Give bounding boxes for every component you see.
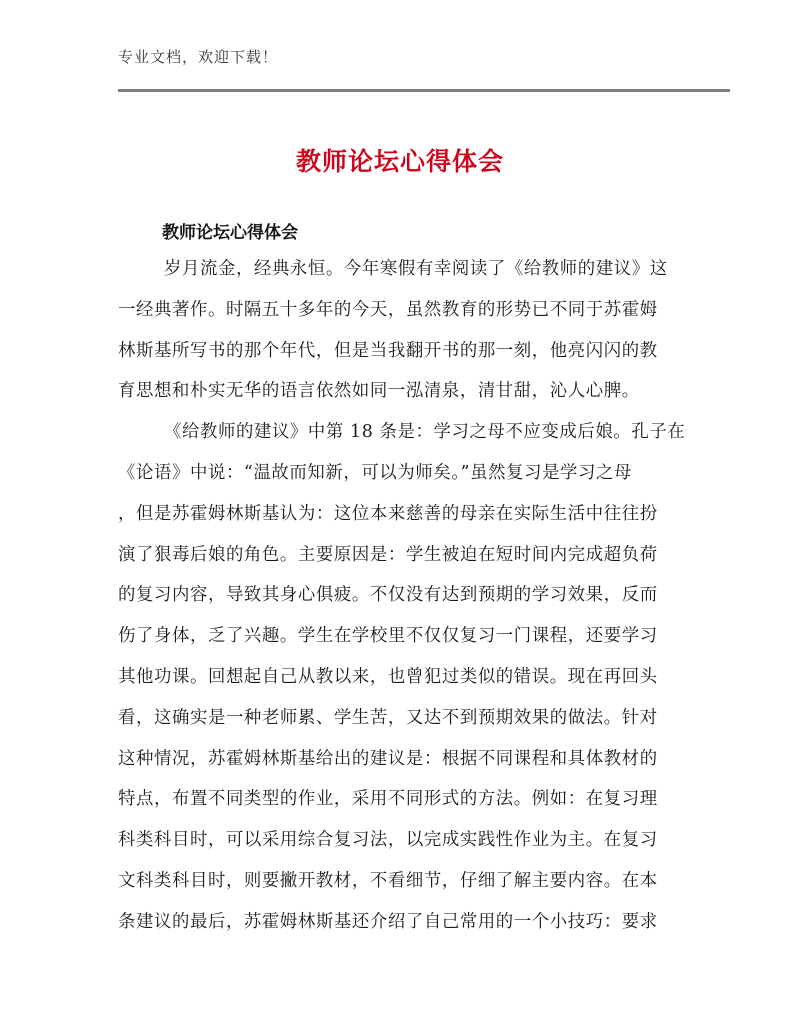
- paragraph-1-line: 林斯基所写书的那个年代，但是当我翻开书的那一刻，他亮闪闪的教: [118, 340, 658, 361]
- document-title: 教师论坛心得体会: [295, 147, 504, 176]
- paragraph-2-line: 《给教师的建议》中第 18 条是：学习之母不应变成后娘。孔子在: [164, 422, 686, 443]
- paragraph-1-line: 育思想和朴实无华的语言依然如同一泓清泉，清甘甜，沁人心脾。: [118, 381, 640, 402]
- paragraph-2-line: 看，这确实是一种老师累、学生苦，又达不到预期效果的做法。针对: [118, 707, 658, 728]
- paragraph-2-line: 条建议的最后，苏霍姆林斯基还介绍了自己常用的一个小技巧：要求: [118, 911, 658, 932]
- paragraph-1-line: 一经典著作。时隔五十多年的今天，虽然教育的形势已不同于苏霍姆: [118, 299, 658, 320]
- header-divider: [118, 89, 730, 92]
- paragraph-2-line: ，但是苏霍姆林斯基认为：这位本来慈善的母亲在实际生活中往往扮: [118, 503, 658, 524]
- header-note: 专业文档，欢迎下载！: [118, 48, 279, 66]
- paragraph-2-line: 的复习内容，导致其身心俱疲。不仅没有达到预期的学习效果，反而: [118, 585, 658, 606]
- paragraph-2-line: 这种情况，苏霍姆林斯基给出的建议是：根据不同课程和具体教材的: [118, 748, 658, 769]
- paragraph-2-line: 其他功课。回想起自己从教以来，也曾犯过类似的错误。现在再回头: [118, 666, 658, 687]
- document-body: [118, 249, 686, 943]
- paragraph-2-line: 文科类科目时，则要撇开教材，不看细节，仔细了解主要内容。在本: [118, 870, 658, 891]
- paragraph-2-line: 特点，布置不同类型的作业，采用不同形式的方法。例如：在复习理: [118, 789, 658, 810]
- paragraph-2-line: 科类科目时，可以采用综合复习法，以完成实践性作业为主。在复习: [118, 830, 658, 851]
- document-subheading: 教师论坛心得体会: [162, 223, 298, 243]
- paragraph-2-line: 《论语》中说：“温故而知新，可以为师矣。”虽然复习是学习之母: [118, 462, 633, 483]
- paragraph-1-line: 岁月流金，经典永恒。今年寒假有幸阅读了《给教师的建议》这: [164, 259, 668, 279]
- paragraph-2-line: 演了狠毒后娘的角色。主要原因是：学生被迫在短时间内完成超负荷: [118, 544, 658, 565]
- paragraph-2-line: 伤了身体，乏了兴趣。学生在学校里不仅仅复习一门课程，还要学习: [118, 626, 658, 647]
